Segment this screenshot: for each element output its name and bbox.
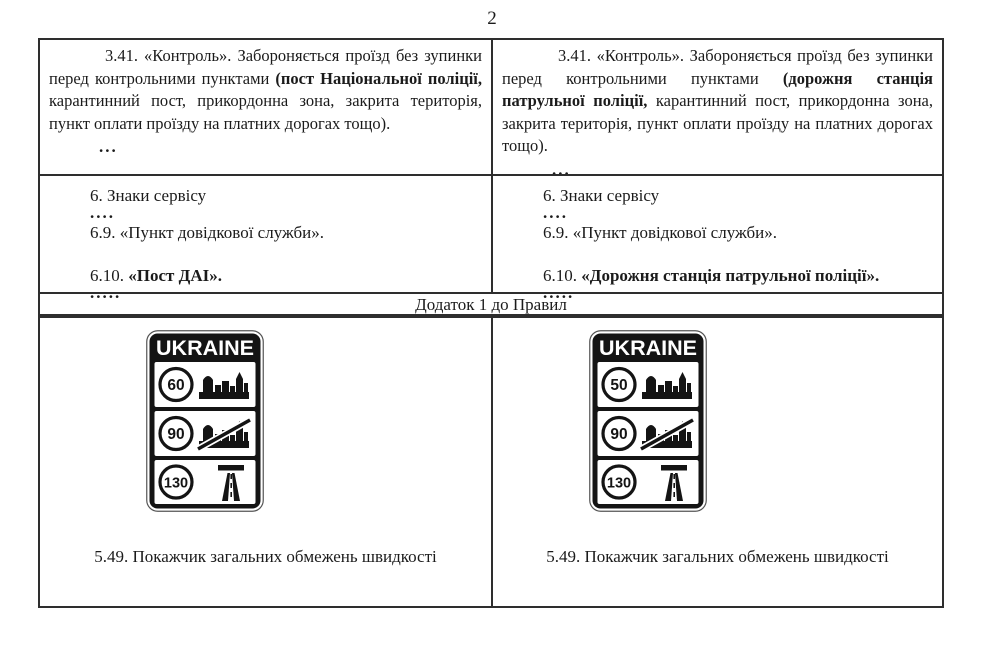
speed-value-city: 60: [167, 377, 185, 394]
item-6-10-new: [543, 265, 934, 286]
item-6-10-old: [90, 265, 483, 286]
comparison-table: [38, 38, 944, 608]
ellipsis-line: ....: [543, 203, 568, 222]
speed-limits-sign-old: [146, 330, 264, 517]
speed-value-motorway: 130: [606, 475, 632, 492]
cell-service-old: [40, 176, 491, 302]
paragraph-341-old-bold: (пост Національної поліції,: [275, 68, 483, 88]
ellipsis-line: ....: [90, 203, 115, 222]
item-6-9: 6.9. «Пункт довідкової служби».: [90, 223, 324, 242]
ellipsis-line: ...: [552, 159, 571, 179]
speed-limits-sign-new-svg: [589, 330, 707, 512]
cell-sign-new: [491, 318, 942, 606]
paragraph-341-old: [49, 45, 482, 135]
sign-caption-new: 5.49. Покажчик загальних обмежень швидкості: [546, 547, 889, 566]
speed-value-rural: 90: [610, 426, 628, 443]
speed-limits-sign-old-svg: [146, 330, 264, 512]
sign-caption-old: 5.49. Покажчик загальних обмежень швидкості: [94, 547, 437, 566]
sign-country-label: UKRAINE: [156, 337, 254, 360]
service-heading: 6. Знаки сервісу: [543, 186, 660, 205]
ellipsis-line: ...: [99, 137, 118, 156]
ellipsis-line: .....: [90, 283, 122, 302]
paragraph-341-old-post: карантинний пост, прикордонна зона, закрита територія, пункт оплати проїзду на платних дорогах тощо).: [49, 91, 482, 133]
paragraph-341-new-bold: (дорожня станція патрульної поліції,: [502, 68, 933, 110]
item-6-10-old-number: 6.10.: [90, 266, 129, 285]
cell-service-new: [491, 176, 942, 302]
cell-sign-old: [40, 318, 491, 606]
appendix-label: Додаток 1 до Правил: [415, 295, 567, 314]
item-6-10-new-number: 6.10.: [543, 266, 582, 285]
table-row-sign-549: [40, 316, 942, 606]
page-number: 2: [487, 8, 497, 29]
table-row-service-signs: [40, 174, 942, 302]
cell-341-old: [40, 40, 491, 174]
sign-country-label: UKRAINE: [599, 337, 697, 360]
speed-value-rural: 90: [167, 426, 185, 443]
item-6-9: 6.9. «Пункт довідкової служби».: [543, 223, 777, 242]
table-row-341: [40, 40, 942, 179]
paragraph-341-new: [502, 45, 933, 158]
speed-value-city: 50: [610, 377, 628, 394]
item-6-10-old-title: «Пост ДАІ».: [128, 266, 222, 285]
ellipsis-line: .....: [543, 283, 575, 302]
table-row-appendix: [40, 292, 942, 316]
paragraph-341-old-pre: 3.41. «Контроль». Забороняється проїзд без зупинки перед контрольними пунктами: [49, 46, 482, 88]
speed-value-motorway: 130: [163, 475, 189, 492]
service-heading: 6. Знаки сервісу: [90, 186, 207, 205]
speed-limits-sign-new: [589, 330, 707, 517]
paragraph-341-new-post: карантинний пост, прикордонна зона, закрита територія, пункт оплати проїзду на платних дорогах тощо).: [502, 91, 933, 155]
item-6-10-new-title: «Дорожня станція патрульної поліції».: [581, 266, 880, 285]
paragraph-341-new-pre: 3.41. «Контроль». Забороняється проїзд без зупинки перед контрольними пунктами: [502, 46, 933, 88]
cell-341-new: [491, 40, 942, 179]
